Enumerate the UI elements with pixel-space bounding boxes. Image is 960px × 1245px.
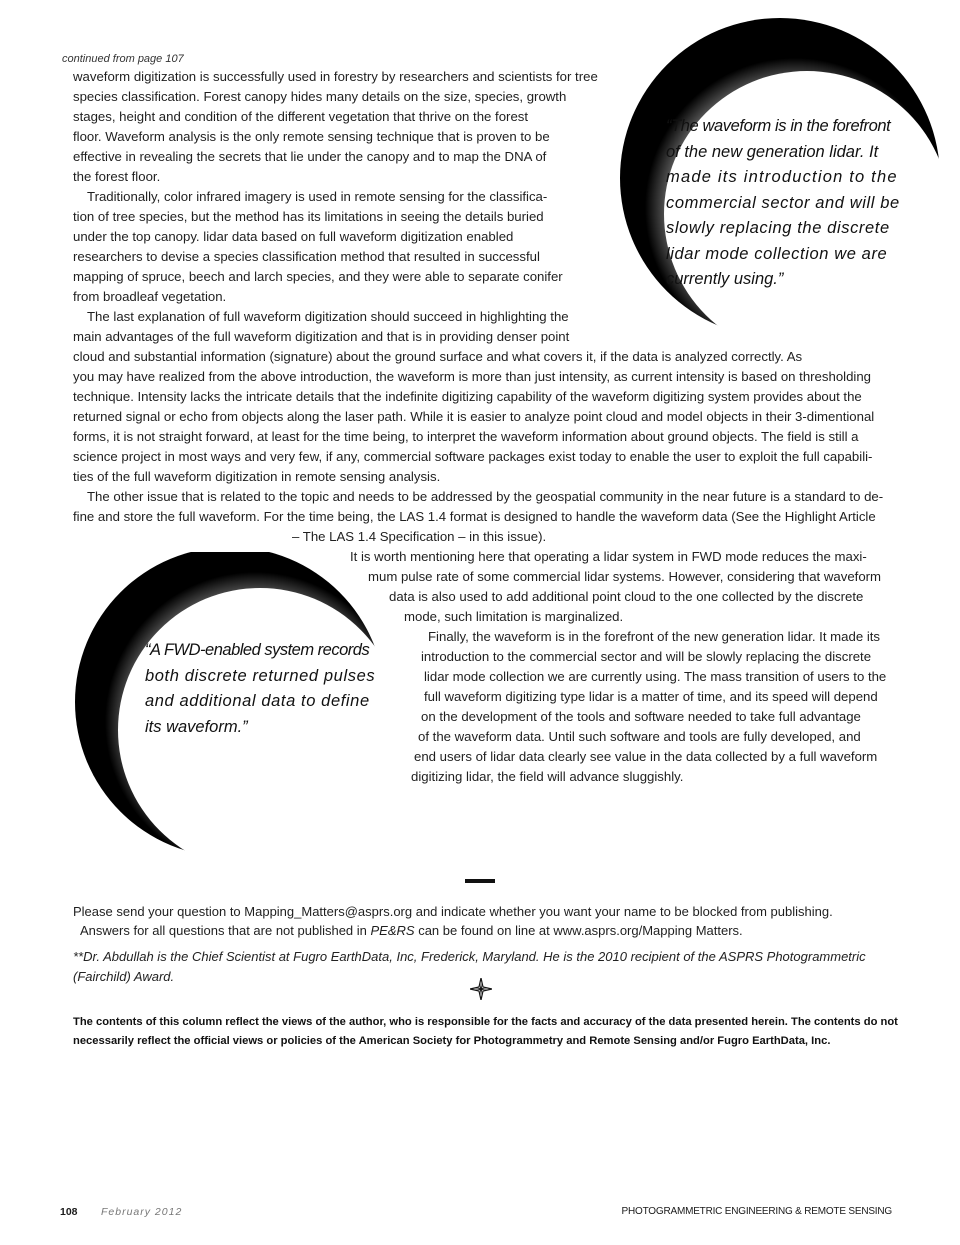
pull-quote-line: lidar mode collection we are [666, 244, 888, 263]
body-line: returned signal or echo from objects along the laser path. While it is easier to analyze point cloud and model objects in their 3-dimentional [73, 409, 875, 424]
disclaimer: The contents of this column reflect the views of the author, who is responsible for the facts and accuracy of the data presented herein. The contents do not necessarily reflect the official views or policies of the American Society for Photogrammetry and Remote Sensing and/or Fugro EarthData, Inc. [73, 1016, 898, 1047]
body-line: – The LAS 1.4 Specification – in this issue). [292, 529, 547, 544]
pull-quote-line: made its introduction to the [666, 168, 898, 186]
body-line: tion of tree species, but the method has its limitations in seeing the details buried [73, 209, 544, 224]
body-line: The other issue that is related to the topic and needs to be addressed by the geospatial community in the near future is a standard to de- [87, 489, 884, 504]
body-line: ties of the full waveform digitization in remote sensing analysis. [73, 469, 441, 484]
body-line: on the development of the tools and software needed to take full advantage [421, 709, 861, 724]
body-line: end users of lidar data clearly see value in the data collected by a full waveform [414, 749, 878, 764]
body-line: data is also used to add additional point cloud to the one collected by the discrete [389, 589, 864, 604]
section-divider [465, 879, 495, 883]
body-line: mum pulse rate of some commercial lidar systems. However, considering that waveform [368, 569, 882, 584]
pull-quote-line: and additional data to define [145, 692, 370, 710]
body-line: Traditionally, color infrared imagery is used in remote sensing for the classifica- [87, 189, 548, 204]
body-line: researchers to devise a species classification method that resulted in successful [73, 249, 540, 264]
answers-journal: PE&RS [370, 923, 415, 938]
body-line: introduction to the commercial sector and will be slowly replacing the discrete [421, 649, 872, 664]
pull-quote-line: its waveform.” [145, 717, 248, 736]
body-line: It is worth mentioning here that operating a lidar system in FWD mode reduces the maxi- [350, 549, 867, 564]
body-line: the forest floor. [73, 169, 161, 184]
pull-quote-line: slowly replacing the discrete [666, 219, 890, 237]
answers-text-pre: Answers for all questions that are not published in [80, 923, 371, 938]
continued-note: continued from page 107 [62, 53, 184, 65]
answers-text-post: can be found on line at www.asprs.org/Mapping Matters. [414, 923, 743, 938]
body-line: mapping of spruce, beech and larch species, and they were able to separate conifer [73, 269, 563, 284]
body-line: main advantages of the full waveform digitization and that is in providing denser point [73, 329, 570, 344]
four-point-star-icon [470, 978, 492, 1000]
body-line: floor. Waveform analysis is the only remote sensing technique that is proven to be [73, 129, 550, 144]
body-line: The last explanation of full waveform digitization should succeed in highlighting the [87, 309, 569, 324]
page-number: 108 [60, 1206, 78, 1218]
body-line: stages, height and condition of the different vegetation that thrive on the forest [73, 109, 529, 124]
pull-quote-line: both discrete returned pulses [145, 666, 376, 685]
body-line: from broadleaf vegetation. [73, 289, 227, 304]
pull-quote-line: currently using.” [666, 270, 784, 288]
answers-note [80, 921, 743, 941]
body-line: you may have realized from the above introduction, the waveform is more than just intensity, as current intensity is based on thresholding [73, 369, 872, 384]
body-line: mode, such limitation is marginalized. [404, 609, 624, 624]
author-bio: **Dr. Abdullah is the Chief Scientist at Fugro EarthData, Inc, Frederick, Maryland. He is the 2010 recipient of the ASPRS Photogrammetric (Fairchild) Award. [73, 949, 866, 984]
issue-date: February 2012 [101, 1206, 183, 1218]
pull-quote-line: commercial sector and will be [666, 193, 900, 212]
body-line: digitizing lidar, the field will advance sluggishly. [411, 769, 684, 784]
question-note: Please send your question to Mapping_Matters@asprs.org and indicate whether you want your name to be blocked from publishing. [73, 904, 833, 919]
body-line: forms, it is not straight forward, at least for the time being, to interpret the waveform information about ground objects. The field is still a [73, 429, 859, 444]
body-line: cloud and substantial information (signature) about the ground surface and what covers it, if the data is analyzed correctly. As [73, 349, 803, 364]
body-line: fine and store the full waveform. For the time being, the LAS 1.4 format is designed to handle the waveform data (See the Highlight Article [73, 509, 876, 524]
body-line: of the waveform data. Until such software and tools are fully developed, and [418, 729, 861, 744]
pull-quote-bottom [145, 638, 375, 740]
journal-title: PHOTOGRAMMETRIC ENGINEERING & REMOTE SENSING [621, 1206, 892, 1217]
body-line: Finally, the waveform is in the forefront of the new generation lidar. It made its [428, 629, 881, 644]
pull-quote-line: “A FWD-enabled system records [145, 641, 370, 659]
pull-quote-line: of the new generation lidar. It [666, 142, 879, 161]
body-line: science project in most ways and very few, if any, commercial software packages exist today to enable the user to exploit the full capabili- [73, 449, 873, 464]
body-line: lidar mode collection we are currently using. The mass transition of users to the [424, 669, 887, 684]
body-line: species classification. Forest canopy hides many details on the size, species, growth [73, 89, 567, 104]
body-line: under the top canopy. lidar data based on full waveform digitization enabled [73, 229, 514, 244]
body-line: effective in revealing the secrets that lie under the canopy and to map the DNA of [73, 149, 547, 164]
body-line: waveform digitization is successfully used in forestry by researchers and scientists for tree [73, 69, 598, 84]
body-line: technique. Intensity lacks the intricate details that the indefinite digitizing capability of the waveform digitizing system provides about the [73, 389, 862, 404]
pull-quote-top [666, 114, 900, 293]
pull-quote-line: “The waveform is in the forefront [666, 117, 891, 135]
body-line: full waveform digitizing type lidar is a matter of time, and its speed will depend [424, 689, 878, 704]
